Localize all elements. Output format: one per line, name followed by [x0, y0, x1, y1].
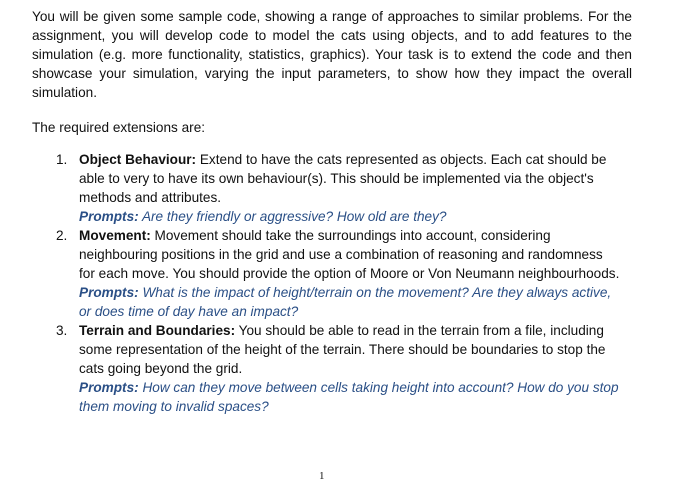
list-item-text: Extend to have the cats represented as objects. Each cat should be able to very to have its own behaviour(s). This should be implemented via the object's methods and attributes.: [79, 152, 607, 205]
extensions-list: [56, 150, 621, 416]
list-item-heading: Terrain and Boundaries:: [79, 323, 236, 338]
list-item-body: [79, 226, 621, 321]
list-item-prompt: [79, 378, 621, 416]
list-item-text: You should be able to read in the terrain from a file, including some representation of the height of the terrain. There should be boundaries to stop the cats going beyond the grid.: [79, 323, 606, 376]
list-item-body: [79, 150, 621, 226]
list-item-prompt: [79, 207, 621, 226]
intro-paragraph: You will be given some sample code, showing a range of approaches to similar problems. For the assignment, you will develop code to model the cats using objects, and to add features to the simulation (e.g. more functionality, statistics, graphics). Your task is to extend the code and then showcase your simulation, varying the input parameters, to show how they impact the overall simulation.: [32, 9, 632, 100]
list-item-object-behaviour: [56, 150, 621, 226]
prompt-text: Are they friendly or aggressive? How old are they?: [138, 209, 447, 224]
prompt-label: Prompts:: [79, 380, 139, 395]
list-item-terrain-and-boundaries: [56, 321, 621, 416]
list-item-heading: Movement:: [79, 228, 151, 243]
list-item-body: [79, 321, 621, 416]
page-number: 1: [319, 470, 325, 482]
list-item-prompt: [79, 283, 621, 321]
prompt-text: How can they move between cells taking height into account? How do you stop them moving to invalid spaces?: [79, 380, 619, 414]
list-item-number: 2.: [56, 228, 68, 243]
prompt-label: Prompts:: [79, 209, 139, 224]
list-item-number: 1.: [56, 152, 68, 167]
required-extensions-label: The required extensions are:: [32, 120, 206, 135]
list-item-text: Movement should take the surroundings into account, considering neighbouring positions in the grid and use a combination of reasoning and randomness for each move. You should provide the option of Moore or Von Neumann neighbourhoods.: [79, 228, 620, 281]
list-item-movement: [56, 226, 621, 321]
list-item-number: 3.: [56, 323, 68, 338]
prompt-text: What is the impact of height/terrain on the movement? Are they always active, or does time of day have an impact?: [79, 285, 612, 319]
prompt-label: Prompts:: [79, 285, 139, 300]
list-item-heading: Object Behaviour:: [79, 152, 197, 167]
